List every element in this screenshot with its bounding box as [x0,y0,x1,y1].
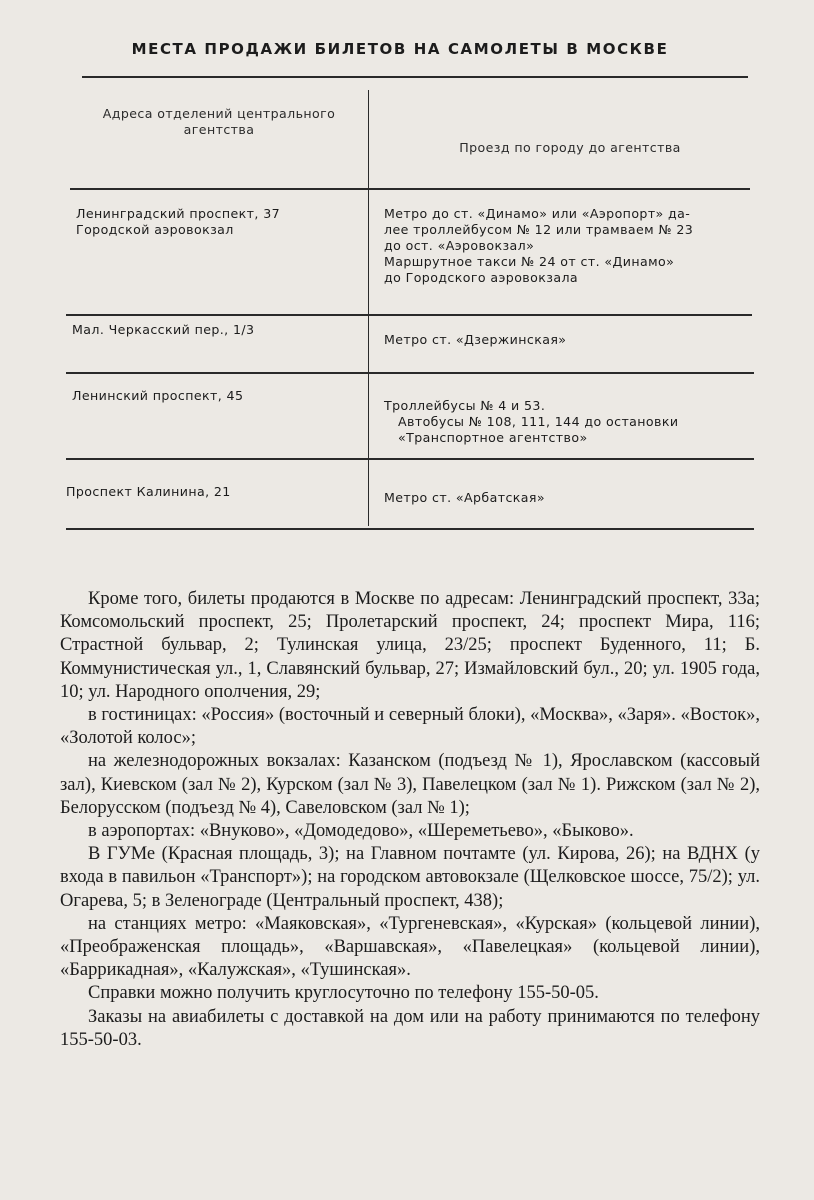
paragraph: Кроме того, билеты продаются в Москве по адресам: Ленинградский проспект, 33а; Комсомольский проспект, 25; Пролетарский проспект, 24; проспект Мира, 116; Страстной бульвар, 2; Тулинская улица, 23/25; проспект Буденного, 11; Б. Коммунистическая ул., 1, Славянский бульвар, 27; Измайловский бул., 20; ул. 1905 года, 10; ул. Народного ополчения, 29; [60,589,760,702]
table-cell-address [76,206,356,238]
table-cell-address: Мал. Черкасский пер., 1/3 [72,322,255,337]
table-bottom-rule [66,528,754,530]
row-divider [66,458,754,460]
route-line: до ост. «Аэровокзал» [384,238,535,253]
paragraph: на железнодорожных вокзалах: Казанском (подъезд № 1), Ярославском (кассовый зал), Киевском (зал № 2), Курском (зал № 3), Павелецком (зал № 1). Рижском (зал № 2), Белорусском (подъезд № 4), Савеловском (зал № 1); [60,751,760,818]
table-header-address: Адреса отделений центрального агентства [102,106,336,137]
paragraph: Заказы на авиабилеты с доставкой на дом или на работу принимаются по телефону 155-50-03. [60,1006,760,1050]
route-line: Маршрутное такси № 24 от ст. «Динамо» [384,254,675,269]
table-cell-address: Ленинский проспект, 45 [72,388,244,403]
page-title: МЕСТА ПРОДАЖИ БИЛЕТОВ НА САМОЛЕТЫ В МОСКВЕ [131,40,669,58]
row-divider [66,314,752,316]
table-cell-route [384,398,756,446]
body-text [60,588,760,1052]
table-cell-address: Проспект Калинина, 21 [66,484,231,499]
table-cell-route: Метро ст. «Дзержинская» [384,332,567,347]
table-cell-route [384,206,756,286]
route-line: Автобусы № 108, 111, 144 до остановки [398,414,679,429]
paragraph: В ГУМе (Красная площадь, 3); на Главном почтамте (ул. Кирова, 26); на ВДНХ (у входа в павильон «Транспорт»); на городском автовокзале (Щелковское шоссе, 75/2); ул. Огарева, 5; в Зеленограде (Центральный проспект, 438); [60,844,760,911]
row-divider [66,372,754,374]
address-line: Ленинградский проспект, 37 [76,206,281,221]
route-line: лее троллейбусом № 12 или трамваем № 23 [384,222,694,237]
route-line: «Транспортное агентство» [398,430,588,445]
route-line: Метро до ст. «Динамо» или «Аэропорт» да- [384,206,691,221]
paragraph: на станциях метро: «Маяковская», «Тургеневская», «Курская» (кольцевой линии), «Преображенская площадь», «Варшавская», «Павелецкая» (кольцевой линии), «Баррикадная», «Калужская», «Тушинская». [60,913,760,981]
table-cell-route: Метро ст. «Арбатская» [384,490,545,505]
route-line: до Городского аэровокзала [384,270,579,285]
table-top-rule [82,76,748,78]
route-line: Троллейбусы № 4 и 53. [384,398,546,413]
paragraph: в аэропортах: «Внуково», «Домодедово», «Шереметьево», «Быково». [88,821,634,842]
address-line: Городской аэровокзал [76,222,234,237]
paragraph: в гостиницах: «Россия» (восточный и северный блоки), «Москва», «Заря». «Восток», «Золотой колос»; [60,705,760,749]
paragraph: Справки можно получить круглосуточно по телефону 155-50-05. [88,983,599,1004]
column-divider [368,90,369,526]
header-bottom-rule [70,188,750,190]
table-header-route: Проезд по городу до агентства [459,140,681,155]
